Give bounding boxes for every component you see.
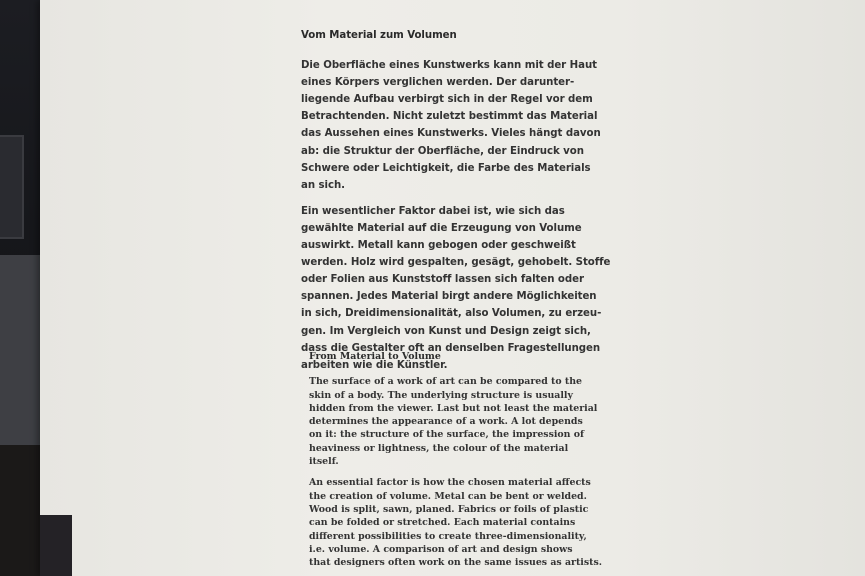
text-line: Wood is split, sawn, planed. Fabrics or foils of plastic (309, 503, 589, 515)
text-line: can be folded or stretched. Each material contains (309, 517, 576, 529)
text-line: Ein wesentlicher Faktor dabei ist, wie sich das (301, 205, 565, 217)
text-line: The surface of a work of art can be compared to the (309, 376, 583, 388)
text-line: gen. Im Vergleich von Kunst und Design zeigt sich, (301, 325, 591, 337)
text-line: itself. (309, 456, 339, 468)
text-line: dass die Gestalter oft an denselben Fragestellungen (301, 342, 601, 354)
wall-shadow-corner (40, 515, 72, 576)
text-line: gewählte Material auf die Erzeugung von Volume (301, 222, 582, 234)
text-line: heaviness or lightness, the colour of the material (309, 442, 569, 454)
text-line: in sich, Dreidimensionalität, also Volumen, zu erzeu- (301, 308, 602, 320)
text-line: eines Körpers verglichen werden. Der darunter- (301, 77, 575, 89)
text-line: an sich. (301, 179, 345, 191)
text-line: auswirkt. Metall kann gebogen oder geschweißt (301, 240, 576, 252)
text-line: liegende Aufbau verbirgt sich in der Regel vor dem (301, 94, 593, 106)
text-line: on it: the structure of the surface, the impression of (309, 429, 585, 441)
text-line: das Aussehen eines Kunstwerks. Vieles hängt davon (301, 128, 601, 140)
english-text-block (309, 350, 602, 569)
text-line: Die Oberfläche eines Kunstwerks kann mit der Haut (301, 60, 597, 72)
text-line: oder Folien aus Kunststoff lassen sich falten oder (301, 274, 584, 286)
framed-artwork (0, 135, 24, 239)
text-line: Betrachtenden. Nicht zuletzt bestimmt das Material (301, 111, 598, 123)
english-paragraph-1 (309, 375, 598, 468)
text-line: arbeiten wie die Künstler. (301, 359, 448, 371)
german-paragraph-1 (301, 57, 601, 194)
text-line: different possibilities to create three-dimensionality, (309, 530, 587, 542)
english-paragraph-2 (309, 476, 602, 569)
text-line: werden. Holz wird gespalten, gesägt, gehobelt. Stoffe (301, 257, 611, 269)
text-line: the creation of volume. Metal can be bent or welded. (309, 490, 587, 502)
text-line: Schwere oder Leichtigkeit, die Farbe des Materials (301, 162, 591, 174)
german-title: Vom Material zum Volumen (301, 30, 457, 41)
english-title: From Material to Volume (309, 351, 441, 362)
text-line: skin of a body. The underlying structure is usually (309, 389, 573, 401)
text-line: spannen. Jedes Material birgt andere Möglichkeiten (301, 291, 597, 303)
text-line: hidden from the viewer. Last but not least the material (309, 402, 598, 414)
german-paragraph-2 (301, 203, 611, 374)
german-text-block (301, 27, 611, 374)
text-line: ab: die Struktur der Oberfläche, der Eindruck von (301, 145, 584, 157)
text-line: i.e. volume. A comparison of art and design shows (309, 543, 573, 555)
text-line: determines the appearance of a work. A lot depends (309, 416, 583, 428)
text-line: that designers often work on the same issues as artists. (309, 557, 602, 569)
text-line: An essential factor is how the chosen material affects (309, 477, 591, 489)
